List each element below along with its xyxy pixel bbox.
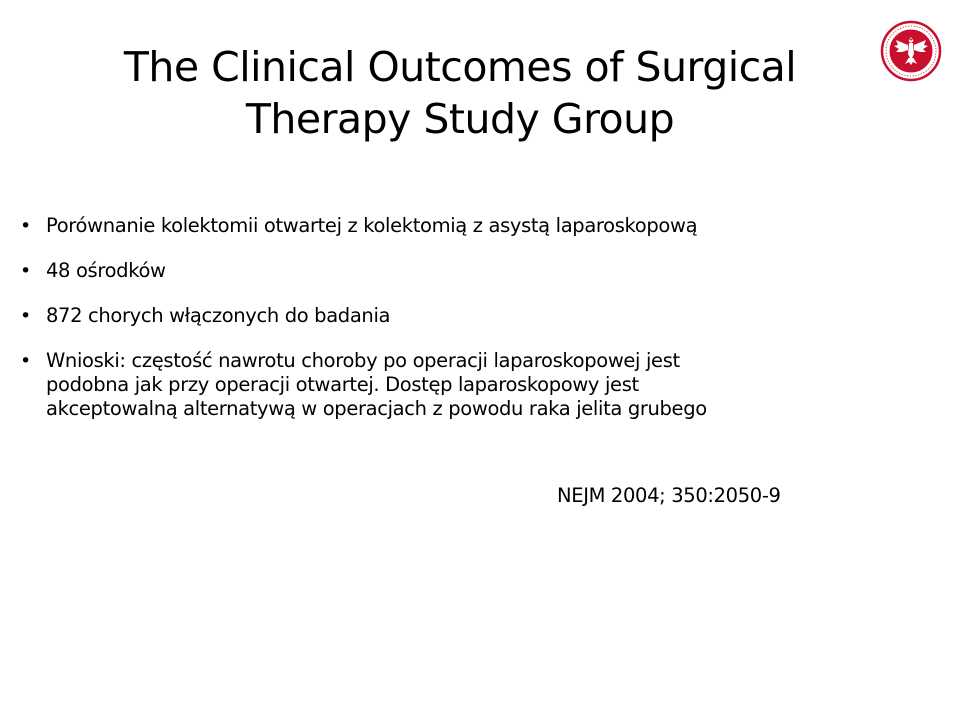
citation: NEJM 2004; 350:2050-9 [557,484,781,507]
bullet-text: Wnioski: częstość nawrotu choroby po operacji laparoskopowej jest [46,349,680,372]
bullet-text: podobna jak przy operacji otwartej. Dostęp laparoskopowy jest [46,373,639,396]
bullet-text: Porównanie kolektomii otwartej z kolektomią z asystą laparoskopową [46,214,698,237]
bullet-text: akceptowalną alternatywą w operacjach z powodu raka jelita grubego [46,397,707,420]
bullet-marker: • [20,305,31,327]
university-seal-icon [880,20,942,82]
bullet-item [20,349,950,421]
slide-title-line: The Clinical Outcomes of Surgical [123,43,797,92]
bullet-item [20,214,950,238]
bullet-item [20,259,950,283]
bullet-text: 48 ośrodków [46,259,166,282]
bullet-marker: • [20,260,31,282]
bullet-marker: • [20,215,31,237]
bullet-marker: • [20,350,31,372]
bullet-text: 872 chorych włączonych do badania [46,304,391,327]
bullet-item [20,304,950,328]
slide-title-line: Therapy Study Group [245,95,675,144]
slide-title [40,41,880,145]
bullet-list [20,214,950,442]
